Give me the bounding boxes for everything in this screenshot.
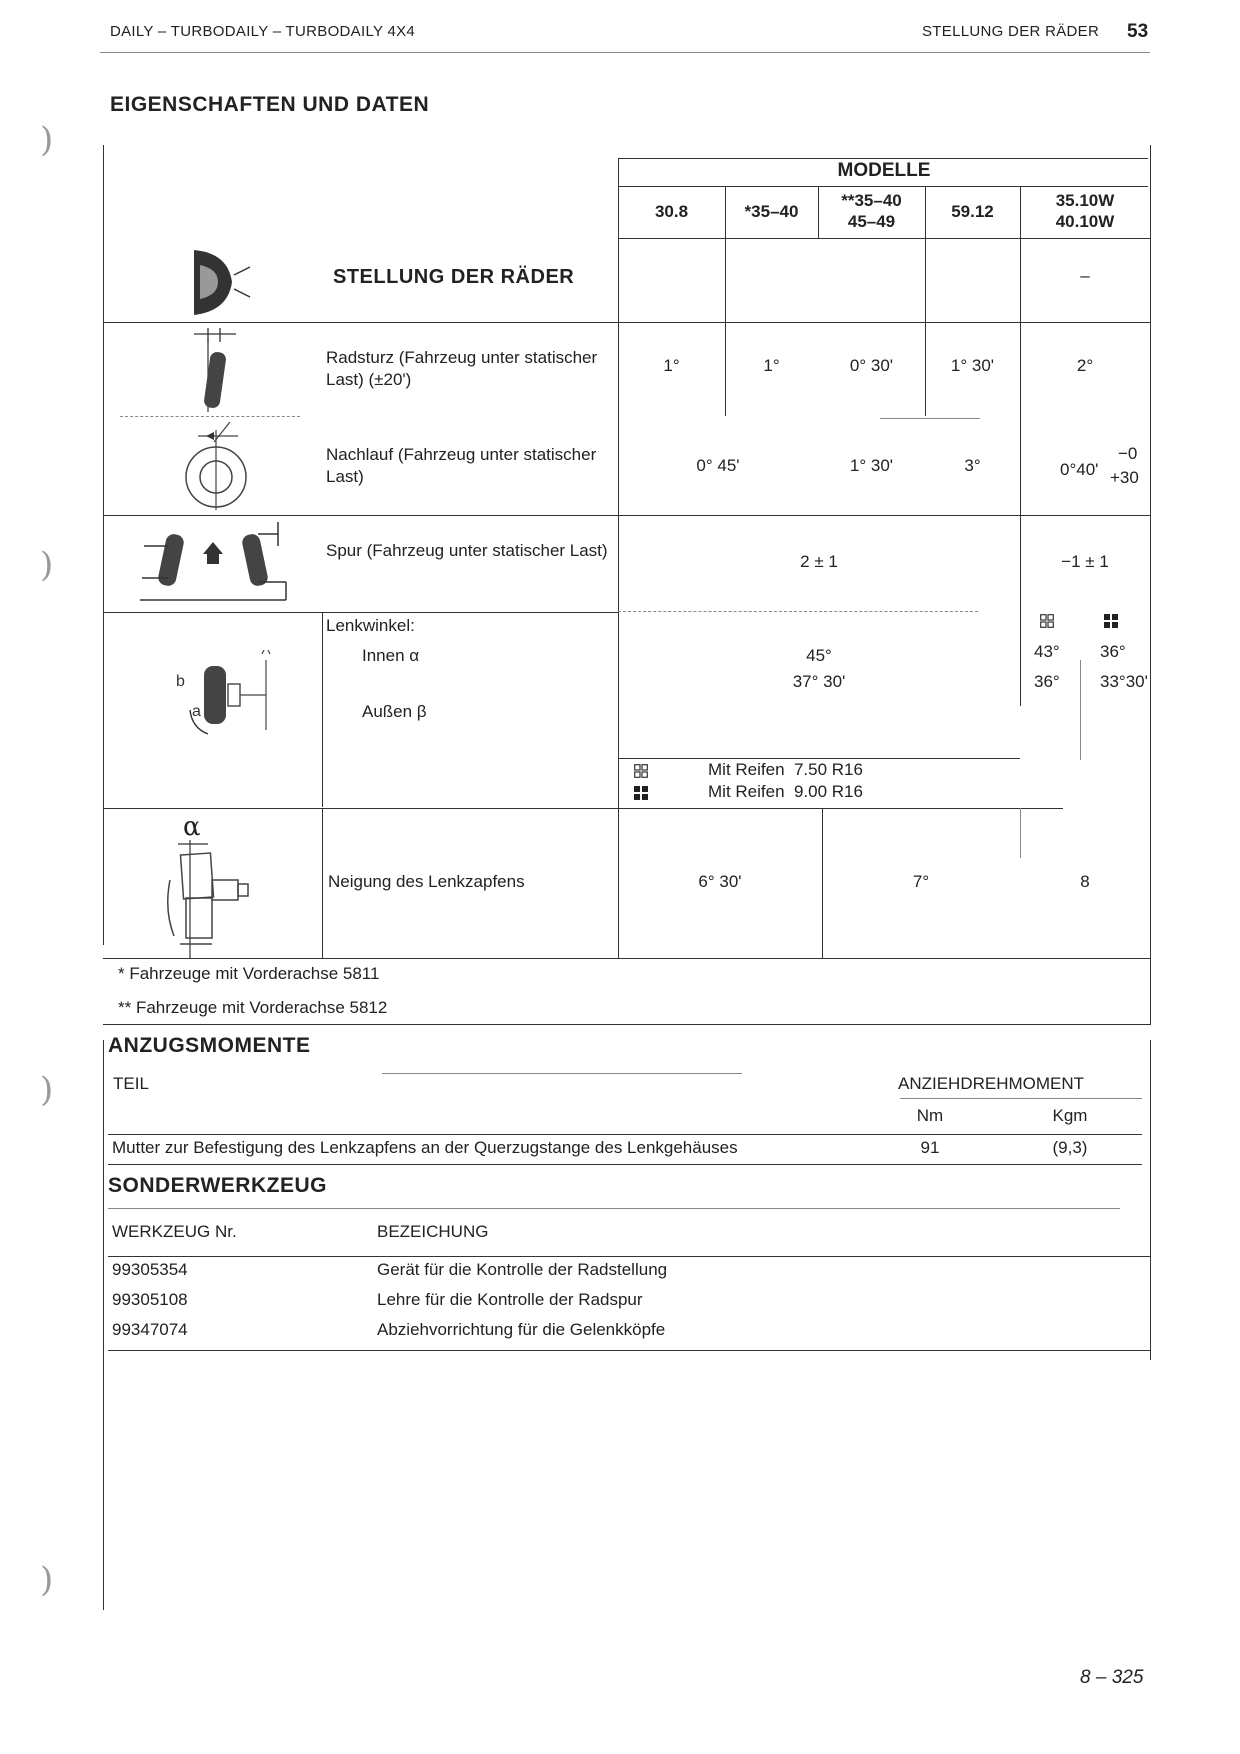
torque-table-line: [108, 1134, 1142, 1135]
page-number: 53: [1127, 21, 1149, 42]
tool-nr: 99305108: [112, 1290, 188, 1309]
modelle-bottom-line: [618, 186, 1148, 187]
spur-value-main: 2 ± 1: [800, 552, 838, 571]
nachlauf-last-base: 0°40': [1060, 460, 1099, 479]
model-col-line: [1020, 186, 1021, 706]
row-line-partial: [880, 418, 980, 419]
model-59-12: 59.12: [951, 202, 994, 221]
torque-unit-kgm: Kgm: [1052, 1106, 1088, 1125]
tyre-note-9-00: Mit Reifen 9.00 R16: [708, 782, 863, 801]
kingpin-icon: [160, 840, 270, 960]
row-line: [103, 515, 1150, 516]
row-line-dashed: [120, 416, 300, 417]
radsturz-value: 1°: [763, 356, 780, 375]
page-title: EIGENSCHAFTEN UND DATEN: [110, 93, 430, 116]
page-reference: 8 – 325: [1080, 1667, 1144, 1688]
modelle-top-line: [618, 158, 1148, 159]
neigung-col-line: [1020, 808, 1021, 858]
lenkwinkel-7-50-innen: 43°: [1034, 642, 1060, 661]
torque-table-line: [108, 1164, 1142, 1165]
models-bottom-line: [618, 238, 1150, 239]
table-bottom-line: [103, 1024, 1150, 1025]
radsturz-value: 0° 30': [849, 356, 894, 375]
caster-icon: [178, 422, 258, 512]
neigung-value: 8: [1080, 872, 1090, 891]
tyre-note-7-50: Mit Reifen 7.50 R16: [708, 760, 863, 779]
filled-grid-icon: [634, 786, 648, 800]
toe-icon: [138, 520, 288, 602]
tool-desc: Abziehvorrichtung für die Gelenkköpfe: [377, 1320, 666, 1339]
row-line: [103, 808, 1063, 809]
torque-kgm: (9,3): [1052, 1138, 1088, 1157]
table-left-border: [103, 145, 104, 945]
lenkwinkel-innen-label: Innen α: [362, 646, 420, 665]
model-30-8: 30.8: [654, 202, 689, 221]
tool-nr: 99305354: [112, 1260, 188, 1279]
header-rule: [382, 1073, 742, 1074]
footnote-5812: ** Fahrzeuge mit Vorderachse 5812: [118, 998, 388, 1017]
header-rule: [900, 1098, 1142, 1099]
lenkwinkel-7-50-aussen: 36°: [1034, 672, 1060, 691]
lenkwinkel-subcol-line: [1080, 660, 1081, 760]
spur-label: Spur (Fahrzeug unter statischer Last): [326, 541, 608, 560]
model-35-40-a: *35–40: [744, 202, 799, 221]
radsturz-value: 2°: [1076, 356, 1094, 375]
outline-grid-icon: [1040, 614, 1054, 628]
nachlauf-label: Nachlauf (Fahrzeug unter statischer Last): [326, 445, 597, 486]
nachlauf-last-bottom: +30: [1110, 468, 1139, 487]
neigung-value: 7°: [912, 872, 930, 891]
label-col-line: [322, 808, 323, 958]
nachlauf-value: 3°: [964, 456, 981, 475]
svg-text:a: a: [192, 703, 201, 720]
margin-mark: ): [40, 545, 54, 585]
radsturz-value: 1°: [663, 356, 680, 375]
lenkwinkel-9-00-innen: 36°: [1100, 642, 1126, 661]
outline-grid-icon: [634, 764, 648, 778]
kingpin-alpha-label: α: [183, 812, 201, 842]
tools-heading: SONDERWERKZEUG: [108, 1174, 327, 1197]
neigung-value: 6° 30': [698, 872, 742, 891]
nachlauf-last-top: −0: [1118, 444, 1138, 463]
torque-nm: 91: [920, 1138, 940, 1157]
lenkwinkel-innen-value: 45°: [806, 646, 832, 665]
torque-part: Mutter zur Befestigung des Lenkzapfens an der Querzugstange des Lenkgehäuses: [112, 1138, 738, 1157]
margin-mark: ): [40, 1070, 54, 1110]
tool-nr: 99347074: [112, 1320, 188, 1339]
tools-col-desc: BEZEICHUNG: [377, 1222, 489, 1241]
tool-desc: Gerät für die Kontrolle der Radstellung: [377, 1260, 668, 1279]
svg-text:b: b: [176, 673, 185, 690]
filled-grid-icon: [1104, 614, 1118, 628]
header-left: DAILY – TURBODAILY – TURBODAILY 4X4: [110, 23, 416, 40]
header-rule: [100, 52, 1150, 53]
model-35-40-b: **35–40 45–49: [841, 191, 902, 231]
nachlauf-value: 0° 45': [696, 456, 740, 475]
section-heading: STELLUNG DER RÄDER: [333, 266, 575, 288]
radsturz-value: 1° 30': [950, 356, 995, 375]
header-right: STELLUNG DER RÄDER: [922, 23, 1100, 40]
row-line: [103, 322, 1150, 323]
modelle-label: MODELLE: [837, 160, 931, 181]
page-left-rule: [103, 1040, 104, 1610]
lenkwinkel-label: Lenkwinkel:: [326, 616, 415, 635]
row-line-dashed: [618, 611, 978, 612]
table-right-border: [1150, 145, 1151, 1025]
lenkwinkel-aussen-label: Außen β: [362, 702, 427, 721]
radsturz-label: Radsturz (Fahrzeug unter statischer Last) (±20'): [326, 348, 598, 389]
model-35-10w: 35.10W 40.10W: [1055, 191, 1115, 231]
torque-unit-nm: Nm: [916, 1106, 944, 1125]
spur-value-last: −1 ± 1: [1061, 552, 1109, 571]
wheel-alignment-icon: [190, 245, 260, 320]
section-dash: –: [1080, 266, 1090, 285]
tools-table-line: [108, 1256, 1150, 1257]
row-line: [103, 958, 1150, 959]
tools-table-line: [108, 1350, 1150, 1351]
tool-desc: Lehre für die Kontrolle der Radspur: [377, 1290, 643, 1309]
header-rule: [108, 1208, 1120, 1209]
margin-mark: ): [40, 1560, 54, 1600]
torque-heading: ANZUGSMOMENTE: [108, 1034, 311, 1057]
row-line: [103, 612, 618, 613]
lenkwinkel-aussen-value: 37° 30': [792, 672, 846, 691]
page-right-rule: [1150, 1040, 1151, 1360]
steering-angle-icon: [170, 650, 280, 740]
margin-mark: ): [40, 120, 54, 160]
tools-col-nr: WERKZEUG Nr.: [112, 1222, 237, 1241]
nachlauf-value: 1° 30': [849, 456, 894, 475]
torque-col-part: TEIL: [113, 1074, 149, 1093]
footnote-5811: * Fahrzeuge mit Vorderachse 5811: [118, 964, 380, 983]
label-col-line: [322, 612, 323, 807]
lenkwinkel-notes-line: [618, 758, 1020, 759]
torque-col-torque: ANZIEHDREHMOMENT: [898, 1074, 1085, 1093]
camber-icon: [190, 328, 240, 413]
neigung-label: Neigung des Lenkzapfens: [328, 872, 525, 891]
lenkwinkel-9-00-aussen: 33°30': [1100, 672, 1148, 691]
